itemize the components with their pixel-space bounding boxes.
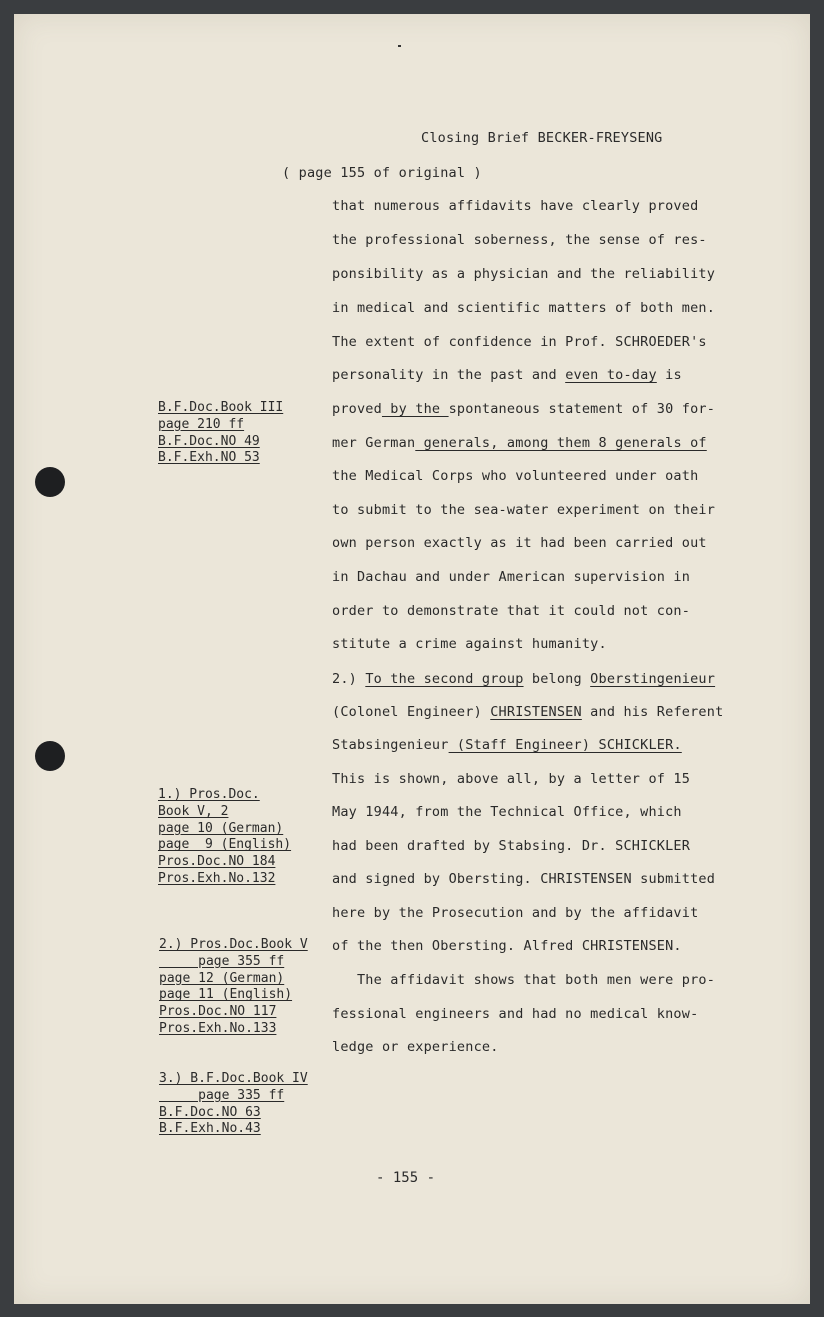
line-text: ledge or experience. xyxy=(332,1039,499,1055)
underlined-text: even to-day xyxy=(565,367,657,383)
line-text: and his Referent xyxy=(581,704,724,720)
line-text: This is shown, above all, by a letter of 15 xyxy=(332,771,691,787)
body-line xyxy=(332,468,698,484)
line-text: of the then Obersting. Alfred CHRISTENSEN. xyxy=(332,938,682,954)
margin-note-line: B.F.Exh.NO 53 xyxy=(158,450,260,466)
margin-note-line: Pros.Doc.NO 117 xyxy=(159,1004,277,1020)
document-page xyxy=(14,14,810,1304)
body-line xyxy=(332,334,707,350)
margin-note-4 xyxy=(159,1071,308,1138)
body-line xyxy=(332,972,715,988)
body-line xyxy=(332,502,715,518)
body-line xyxy=(332,435,707,451)
body-line xyxy=(332,232,707,248)
underlined-text: Oberstingenieur xyxy=(590,671,716,687)
body-line xyxy=(332,704,723,720)
body-line xyxy=(332,198,698,214)
margin-note-line: 1.) Pros.Doc. xyxy=(158,787,260,802)
body-line xyxy=(332,1039,499,1055)
line-text: the Medical Corps who volunteered under oath xyxy=(332,468,699,484)
margin-note-line: Pros.Exh.No.133 xyxy=(159,1020,277,1036)
margin-note-line: Book V, 2 xyxy=(158,803,229,819)
body-line xyxy=(332,938,682,954)
margin-note-line: Pros.Doc.NO 184 xyxy=(158,854,276,870)
margin-note-line: 3.) B.F.Doc.Book IV xyxy=(159,1071,308,1086)
line-text: 2.) xyxy=(332,671,366,687)
line-text: proved xyxy=(332,401,382,417)
body-line xyxy=(332,871,715,887)
page-number: - 155 - xyxy=(376,1170,436,1186)
body-line xyxy=(332,535,707,551)
line-text: in Dachau and under American supervision in xyxy=(332,569,691,585)
body-line xyxy=(332,838,690,854)
body-line xyxy=(332,804,682,820)
line-text: spontaneous statement of 30 for- xyxy=(448,401,716,417)
margin-note-line: 2.) Pros.Doc.Book V xyxy=(159,937,308,952)
punch-hole-top xyxy=(35,467,65,497)
underlined-text: To the second group xyxy=(365,671,524,687)
body-line xyxy=(332,401,715,417)
line-text: and signed by Obersting. CHRISTENSEN submitted xyxy=(332,871,716,887)
line-text: (Colonel Engineer) xyxy=(332,704,491,720)
body-line xyxy=(332,636,607,652)
underlined-text: CHRISTENSEN xyxy=(490,704,582,720)
line-text: own person exactly as it had been carried out xyxy=(332,535,707,551)
margin-note-line: B.F.Doc.NO 63 xyxy=(159,1104,261,1120)
line-text: here by the Prosecution and by the affidavit xyxy=(332,905,699,921)
line-text: May 1944, from the Technical Office, which xyxy=(332,804,682,820)
line-text: order to demonstrate that it could not con- xyxy=(332,603,691,619)
body-line xyxy=(332,737,682,753)
body-line xyxy=(332,1006,698,1022)
line-text: The extent of confidence in Prof. SCHROEDER's xyxy=(332,334,707,350)
margin-note-line: page 210 ff xyxy=(158,416,245,432)
line-text: fessional engineers and had no medical know- xyxy=(332,1006,699,1022)
margin-note-line: page 335 ff xyxy=(159,1087,285,1103)
body-line xyxy=(332,300,715,316)
margin-note-2 xyxy=(158,787,291,888)
line-text: to submit to the sea-water experiment on their xyxy=(332,502,716,518)
body-line xyxy=(332,671,715,687)
margin-note-line: Pros.Exh.No.132 xyxy=(158,870,276,886)
margin-note-line: page 9 (English) xyxy=(158,837,292,853)
line-text: had been drafted by Stabsing. Dr. SCHICKLER xyxy=(332,838,691,854)
margin-note-line: page 11 (English) xyxy=(159,987,293,1003)
underlined-text: generals, among them 8 generals of xyxy=(415,435,707,451)
underlined-text: by the xyxy=(381,401,449,417)
margin-note-3 xyxy=(159,937,308,1038)
line-text: personality in the past and xyxy=(332,367,566,383)
margin-note-1 xyxy=(158,400,283,467)
ink-speck xyxy=(398,45,401,47)
original-page-reference: ( page 155 of original ) xyxy=(282,165,482,181)
body-line xyxy=(332,569,690,585)
punch-hole-bottom xyxy=(35,741,65,771)
line-text: The affidavit shows that both men were pro- xyxy=(332,972,716,988)
body-line xyxy=(332,905,698,921)
underlined-text: (Staff Engineer) SCHICKLER. xyxy=(448,737,682,753)
line-text: in medical and scientific matters of both men. xyxy=(332,300,716,316)
body-line xyxy=(332,367,682,383)
line-text: that numerous affidavits have clearly proved xyxy=(332,198,699,214)
document-title: Closing Brief BECKER-FREYSENG xyxy=(421,130,663,146)
body-line xyxy=(332,771,690,787)
margin-note-line: page 12 (German) xyxy=(159,970,285,986)
line-text: stitute a crime against humanity. xyxy=(332,636,607,652)
line-text: ponsibility as a physician and the reliability xyxy=(332,266,716,282)
body-line xyxy=(332,603,690,619)
line-text: Stabsingenieur xyxy=(332,737,449,753)
body-line xyxy=(332,266,715,282)
margin-note-line: page 10 (German) xyxy=(158,820,284,836)
line-text: the professional soberness, the sense of res- xyxy=(332,232,707,248)
line-text: belong xyxy=(523,671,591,687)
margin-note-line: page 355 ff xyxy=(159,953,285,969)
line-text: is xyxy=(656,367,682,383)
line-text: mer German xyxy=(332,435,416,451)
margin-note-line: B.F.Doc.NO 49 xyxy=(158,433,260,449)
margin-note-line: B.F.Exh.No.43 xyxy=(159,1121,261,1137)
margin-note-line: B.F.Doc.Book III xyxy=(158,400,284,415)
